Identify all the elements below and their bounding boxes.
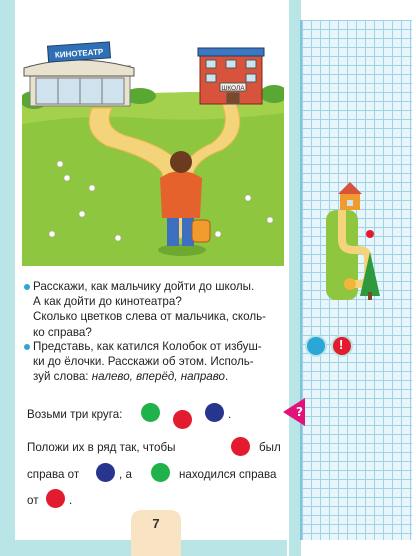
task-line-1: Возьми три круга:: [27, 408, 123, 421]
bullet-marker: [24, 284, 30, 290]
red-circle: [231, 437, 250, 456]
path-to-school-illustration: [22, 38, 284, 266]
blue-circle: [96, 463, 115, 482]
task-line-4-end: .: [69, 494, 73, 507]
left-margin-strip: [0, 0, 15, 556]
task-line-3-c: находился справа: [179, 468, 277, 481]
direction-words: налево, вперёд, направо: [91, 370, 225, 384]
task-line-2-a: Положи их в ряд так, чтобы: [27, 441, 176, 454]
instruction-bullet-2: [24, 339, 289, 385]
red-circle: [46, 489, 65, 508]
task-line-2-b: был: [259, 441, 281, 454]
globe-icon: [305, 335, 327, 357]
bullet-1-line-3: Сколько цветков слева от мальчика, сколь-: [33, 310, 266, 324]
kolobok-map-illustration: [320, 180, 386, 304]
school-building: [198, 48, 264, 104]
bullet-2-line-3: [33, 369, 289, 384]
blue-circle: [205, 403, 224, 422]
green-circle: [151, 463, 170, 482]
bullet-2-prefix: зуй слова:: [33, 370, 92, 384]
exclamation-glyph: !: [339, 337, 344, 352]
green-circle: [141, 403, 160, 422]
bullet-1-line-4: ко справа?: [33, 325, 92, 339]
task-line-1-end: .: [228, 408, 232, 421]
task-line-4-a: от: [27, 494, 39, 507]
bullet-2-line-2: ки до ёлочки. Расскажи об этом. Исполь-: [33, 355, 254, 369]
school-sign: ШКОЛА: [221, 85, 245, 92]
cinema-building: [24, 42, 134, 106]
instruction-bullet-1: [24, 279, 289, 340]
red-circle: [173, 410, 192, 429]
bullet-2-suffix: .: [224, 370, 229, 384]
bullet-1-line-1: Расскажи, как мальчику дойти до школы.: [33, 280, 255, 293]
bullet-1-line-2: А как дойти до кинотеатра?: [33, 295, 182, 309]
question-mark-icon: ?: [296, 405, 303, 419]
task-line-3-b: , а: [119, 468, 132, 481]
page-number-tab: [131, 510, 181, 556]
bullet-marker: [24, 344, 30, 350]
cinema-sign: КИНОТЕАТР: [54, 47, 104, 60]
page-number: 7: [152, 516, 160, 531]
bullet-2-line-1: Представь, как катился Колобок от избуш-: [33, 340, 262, 353]
task-line-3-a: справа от: [27, 468, 80, 481]
